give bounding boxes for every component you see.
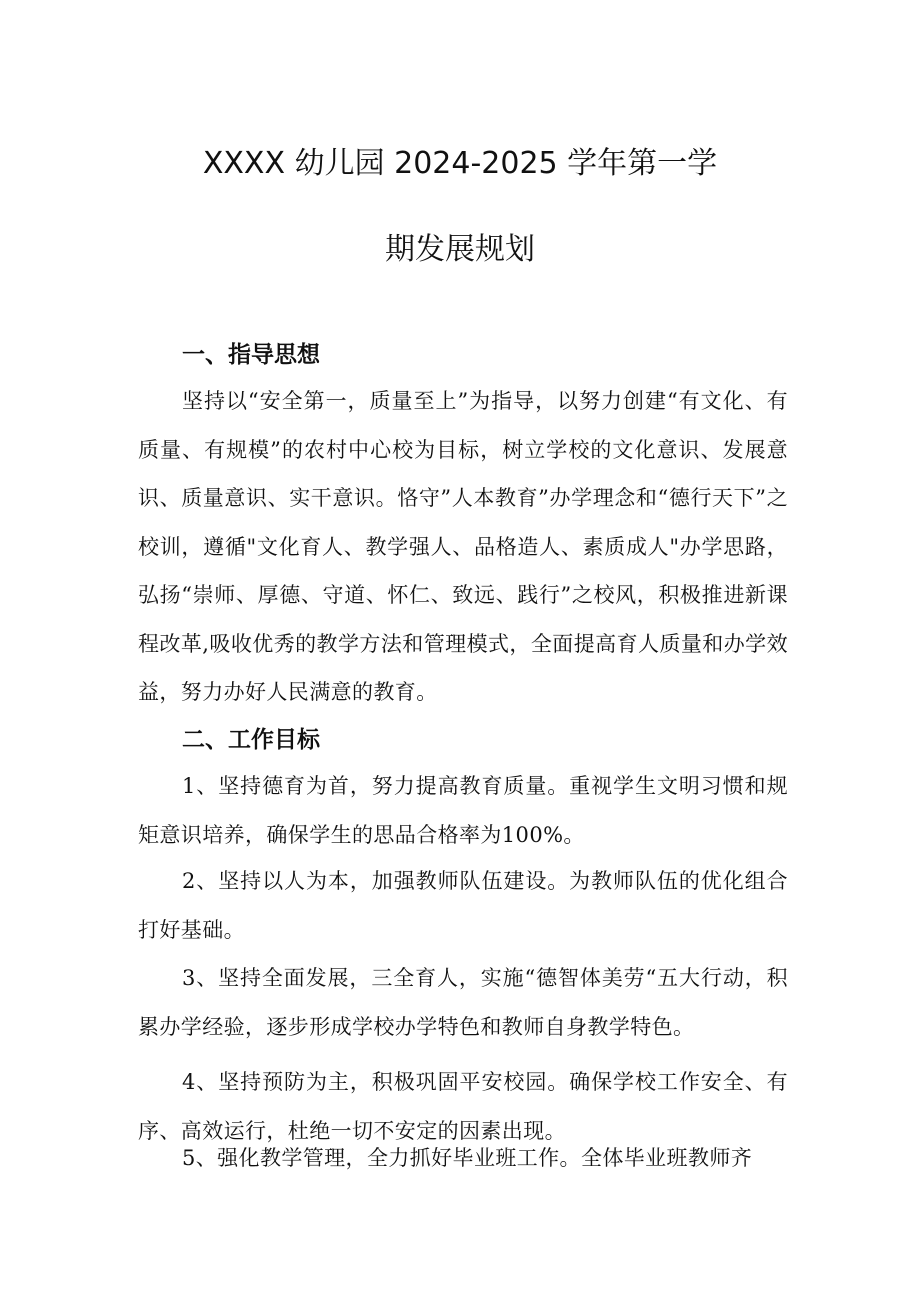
goal-item-3: 3、坚持全面发展，三全育人，实施“德智体美劳“五大行动，积累办学经验，逐步形成学校办学特色和教师自身教学特色。 [138,966,788,1039]
section-heading-work-goals: 二、工作目标 [182,727,320,753]
document-title-line-2: 期发展规划 [385,232,535,267]
document-title-line-1: XXXX 幼儿园 2024-2025 学年第一学 [202,146,718,181]
section-paragraph-guiding-ideology: 坚持以“安全第一，质量至上”为指导，以努力创建“有文化、有质量、有规模”的农村中心校为目标，树立学校的文化意识、发展意识、质量意识、实干意识。恪守”人本教育”办学理念和“德行天下”之校训，遵循"文化育人、教学强人、品格造人、素质成人"办学思路，弘扬“崇师、厚德、守道、怀仁、致远、践行”之校风，积极推进新课程改革,吸收优秀的教学方法和管理模式，全面提高育人质量和办学效益，努力办好人民满意的教育。 [138,389,788,704]
goal-item-2: 2、坚持以人为本，加强教师队伍建设。为教师队伍的优化组合打好基础。 [138,869,788,942]
goal-item-5: 5、强化教学管理，全力抓好毕业班工作。全体毕业班教师齐 [182,1146,753,1170]
goal-item-1: 1、坚持德育为首，努力提高教育质量。重视学生文明习惯和规矩意识培养，确保学生的思品合格率为100%。 [138,774,788,847]
section-heading-guiding-ideology: 一、指导思想 [182,342,320,368]
goal-item-4: 4、坚持预防为主，积极巩固平安校园。确保学校工作安全、有序、高效运行，杜绝一切不安定的因素出现。 [138,1070,788,1143]
